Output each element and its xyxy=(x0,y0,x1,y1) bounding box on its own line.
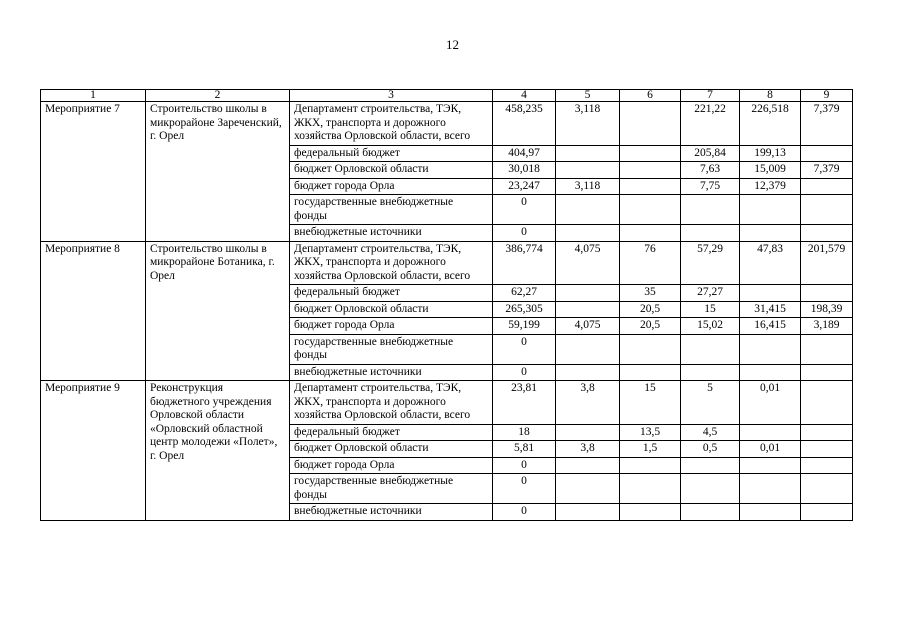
funding-value-cell xyxy=(801,178,853,195)
funding-value-cell: 0,01 xyxy=(740,441,801,458)
column-number: 9 xyxy=(801,90,853,102)
funding-value-cell xyxy=(801,195,853,225)
funding-value-cell xyxy=(556,474,620,504)
funding-value-cell: 0 xyxy=(493,364,556,381)
funding-value-cell xyxy=(556,364,620,381)
funding-value-cell xyxy=(801,441,853,458)
funding-value-cell: 265,305 xyxy=(493,301,556,318)
measure-description: Строительство школы в микрорайоне Ботаника, г. Орел xyxy=(146,241,290,381)
funding-value-cell xyxy=(556,301,620,318)
table-body xyxy=(41,102,853,521)
total-value-cell: 4,075 xyxy=(556,241,620,285)
total-value-cell: 3,118 xyxy=(556,102,620,146)
total-value-cell: 0,01 xyxy=(740,381,801,425)
funding-source-label: федеральный бюджет xyxy=(290,424,493,441)
funding-value-cell xyxy=(620,145,681,162)
funding-value-cell: 15 xyxy=(681,301,740,318)
funding-source-label: бюджет города Орла xyxy=(290,457,493,474)
executor-total-label: Департамент строительства, ТЭК, ЖКХ, транспорта и дорожного хозяйства Орловской области, всего xyxy=(290,102,493,146)
funding-source-label: бюджет Орловской области xyxy=(290,301,493,318)
measure-total-row xyxy=(41,102,853,146)
funding-value-cell: 7,63 xyxy=(681,162,740,179)
funding-value-cell: 0,5 xyxy=(681,441,740,458)
total-value-cell: 201,579 xyxy=(801,241,853,285)
funding-value-cell: 15,009 xyxy=(740,162,801,179)
funding-source-label: бюджет города Орла xyxy=(290,178,493,195)
funding-value-cell: 0 xyxy=(493,474,556,504)
column-number: 7 xyxy=(681,90,740,102)
funding-value-cell: 30,018 xyxy=(493,162,556,179)
total-value-cell: 57,29 xyxy=(681,241,740,285)
funding-value-cell: 23,247 xyxy=(493,178,556,195)
column-number: 5 xyxy=(556,90,620,102)
funding-value-cell: 35 xyxy=(620,285,681,302)
funding-value-cell xyxy=(556,424,620,441)
funding-value-cell: 13,5 xyxy=(620,424,681,441)
funding-value-cell: 20,5 xyxy=(620,301,681,318)
funding-value-cell xyxy=(681,195,740,225)
executor-total-label: Департамент строительства, ТЭК, ЖКХ, транспорта и дорожного хозяйства Орловской области, всего xyxy=(290,381,493,425)
column-number-row xyxy=(41,90,853,102)
funding-value-cell xyxy=(681,364,740,381)
funding-value-cell xyxy=(556,225,620,242)
funding-value-cell: 31,415 xyxy=(740,301,801,318)
funding-value-cell: 27,27 xyxy=(681,285,740,302)
funding-value-cell xyxy=(556,504,620,521)
total-value-cell: 458,235 xyxy=(493,102,556,146)
funding-source-label: бюджет Орловской области xyxy=(290,162,493,179)
funding-value-cell xyxy=(620,504,681,521)
funding-value-cell: 4,075 xyxy=(556,318,620,335)
funding-source-label: государственные внебюджетные фонды xyxy=(290,474,493,504)
funding-value-cell xyxy=(681,225,740,242)
funding-value-cell: 205,84 xyxy=(681,145,740,162)
funding-value-cell xyxy=(620,195,681,225)
funding-value-cell xyxy=(620,178,681,195)
funding-value-cell xyxy=(620,162,681,179)
funding-value-cell: 18 xyxy=(493,424,556,441)
total-value-cell xyxy=(620,102,681,146)
funding-value-cell xyxy=(740,424,801,441)
column-number: 2 xyxy=(146,90,290,102)
funding-value-cell: 199,13 xyxy=(740,145,801,162)
funding-value-cell xyxy=(801,285,853,302)
funding-value-cell: 0 xyxy=(493,504,556,521)
measure-total-row xyxy=(41,381,853,425)
total-value-cell: 226,518 xyxy=(740,102,801,146)
funding-value-cell xyxy=(740,474,801,504)
funding-value-cell: 7,379 xyxy=(801,162,853,179)
total-value-cell: 47,83 xyxy=(740,241,801,285)
total-value-cell: 221,22 xyxy=(681,102,740,146)
funding-value-cell xyxy=(681,334,740,364)
funding-value-cell xyxy=(556,145,620,162)
funding-value-cell: 20,5 xyxy=(620,318,681,335)
measure-name: Мероприятие 8 xyxy=(41,241,146,381)
funding-value-cell: 3,8 xyxy=(556,441,620,458)
funding-value-cell xyxy=(556,195,620,225)
funding-source-label: внебюджетные источники xyxy=(290,225,493,242)
funding-value-cell: 15,02 xyxy=(681,318,740,335)
measure-total-row xyxy=(41,241,853,285)
funding-value-cell xyxy=(801,225,853,242)
funding-value-cell xyxy=(740,285,801,302)
funding-value-cell: 0 xyxy=(493,334,556,364)
total-value-cell xyxy=(801,381,853,425)
total-value-cell: 3,8 xyxy=(556,381,620,425)
funding-value-cell xyxy=(681,504,740,521)
funding-value-cell: 0 xyxy=(493,225,556,242)
measure-description: Реконструкция бюджетного учреждения Орловской области «Орловский областной центр молодежи «Полет», г. Орел xyxy=(146,381,290,521)
funding-value-cell: 3,118 xyxy=(556,178,620,195)
funding-value-cell xyxy=(801,334,853,364)
total-value-cell: 5 xyxy=(681,381,740,425)
funding-value-cell xyxy=(556,334,620,364)
total-value-cell: 386,774 xyxy=(493,241,556,285)
funding-source-label: бюджет города Орла xyxy=(290,318,493,335)
column-number: 8 xyxy=(740,90,801,102)
funding-value-cell xyxy=(801,424,853,441)
funding-value-cell xyxy=(740,225,801,242)
measure-description: Строительство школы в микрорайоне Зареченский, г. Орел xyxy=(146,102,290,242)
funding-value-cell xyxy=(801,457,853,474)
funding-value-cell xyxy=(801,474,853,504)
funding-source-label: федеральный бюджет xyxy=(290,145,493,162)
funding-value-cell xyxy=(740,504,801,521)
funding-value-cell: 16,415 xyxy=(740,318,801,335)
total-value-cell: 23,81 xyxy=(493,381,556,425)
funding-value-cell: 0 xyxy=(493,195,556,225)
funding-value-cell: 5,81 xyxy=(493,441,556,458)
funding-value-cell xyxy=(556,285,620,302)
column-number: 4 xyxy=(493,90,556,102)
funding-value-cell xyxy=(556,457,620,474)
funding-value-cell: 12,379 xyxy=(740,178,801,195)
funding-value-cell xyxy=(620,457,681,474)
funding-value-cell: 0 xyxy=(493,457,556,474)
funding-value-cell xyxy=(740,457,801,474)
column-number: 1 xyxy=(41,90,146,102)
column-number: 6 xyxy=(620,90,681,102)
funding-source-label: внебюджетные источники xyxy=(290,504,493,521)
funding-value-cell xyxy=(681,457,740,474)
funding-source-label: бюджет Орловской области xyxy=(290,441,493,458)
total-value-cell: 76 xyxy=(620,241,681,285)
funding-value-cell: 404,97 xyxy=(493,145,556,162)
funding-value-cell: 1,5 xyxy=(620,441,681,458)
total-value-cell: 7,379 xyxy=(801,102,853,146)
funding-value-cell xyxy=(801,364,853,381)
funding-value-cell xyxy=(740,195,801,225)
funding-source-label: федеральный бюджет xyxy=(290,285,493,302)
measure-name: Мероприятие 7 xyxy=(41,102,146,242)
funding-value-cell: 59,199 xyxy=(493,318,556,335)
page-number: 12 xyxy=(446,37,459,52)
total-value-cell: 15 xyxy=(620,381,681,425)
funding-value-cell xyxy=(620,364,681,381)
column-number: 3 xyxy=(290,90,493,102)
funding-value-cell xyxy=(740,364,801,381)
executor-total-label: Департамент строительства, ТЭК, ЖКХ, транспорта и дорожного хозяйства Орловской области, всего xyxy=(290,241,493,285)
funding-source-label: внебюджетные источники xyxy=(290,364,493,381)
funding-value-cell: 62,27 xyxy=(493,285,556,302)
funding-source-label: государственные внебюджетные фонды xyxy=(290,334,493,364)
funding-value-cell xyxy=(801,504,853,521)
funding-value-cell xyxy=(681,474,740,504)
funding-value-cell xyxy=(620,334,681,364)
funding-value-cell xyxy=(620,474,681,504)
funding-value-cell: 7,75 xyxy=(681,178,740,195)
funding-value-cell: 198,39 xyxy=(801,301,853,318)
funding-value-cell xyxy=(740,334,801,364)
funding-source-label: государственные внебюджетные фонды xyxy=(290,195,493,225)
funding-value-cell: 3,189 xyxy=(801,318,853,335)
funding-value-cell xyxy=(801,145,853,162)
budget-table xyxy=(40,89,853,521)
funding-value-cell: 4,5 xyxy=(681,424,740,441)
funding-value-cell xyxy=(556,162,620,179)
measure-name: Мероприятие 9 xyxy=(41,381,146,521)
funding-value-cell xyxy=(620,225,681,242)
